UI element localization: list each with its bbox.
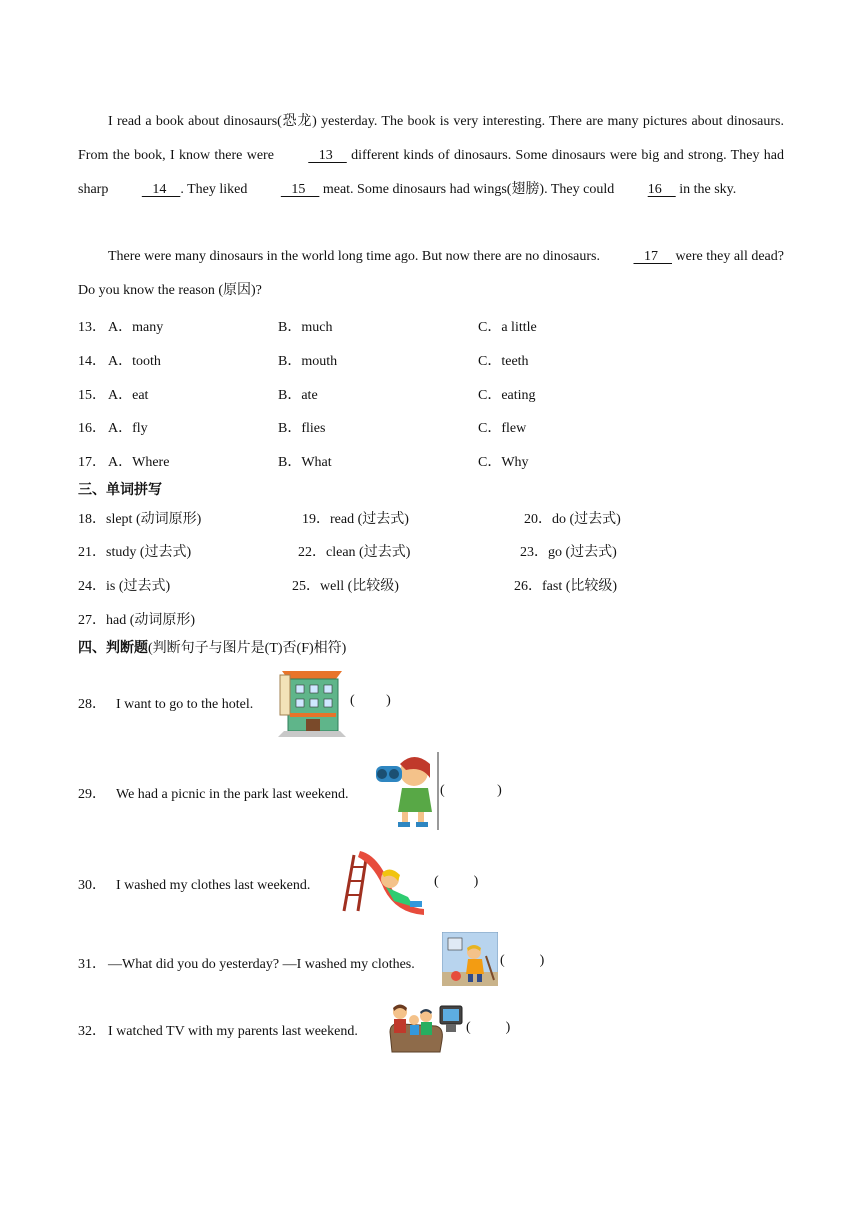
spelling-item-26: 26．fast (比较级) bbox=[514, 579, 618, 594]
option-c[interactable]: C．eating bbox=[478, 388, 536, 403]
spelling-item-18: 18．slept (动词原形) bbox=[78, 512, 202, 527]
passage-text: in the sky. bbox=[675, 182, 737, 197]
judge-question-28: 28． I want to go to the hotel. bbox=[78, 697, 254, 712]
passage-text: . They liked bbox=[180, 182, 251, 197]
option-b[interactable]: B．much bbox=[278, 320, 333, 335]
answer-paren-32[interactable]: ( ) bbox=[466, 1020, 511, 1035]
blank-14: 14 bbox=[141, 182, 181, 197]
blank-15: 15 bbox=[280, 182, 320, 197]
spelling-item-22: 22．clean (过去式) bbox=[298, 545, 411, 560]
spelling-item-27: 27．had (动词原形) bbox=[78, 613, 196, 628]
option-b[interactable]: B．ate bbox=[278, 388, 318, 403]
girl-on-slide-icon bbox=[338, 845, 426, 917]
option-c[interactable]: C．teeth bbox=[478, 354, 529, 369]
passage-text: I read a book about dinosaurs(恐龙) yesterday. The book is very interesting. There are many pictures about dinosaurs. From the book, I know there were bbox=[78, 114, 784, 163]
spelling-item-24: 24．is (过去式) bbox=[78, 579, 171, 594]
option-b[interactable]: B．flies bbox=[278, 421, 326, 436]
boy-cleaning-room-icon bbox=[442, 932, 498, 986]
passage-paragraph-2 bbox=[78, 240, 784, 308]
option-a[interactable]: A．tooth bbox=[108, 354, 161, 369]
hotel-building-icon bbox=[278, 665, 346, 737]
answer-paren-30[interactable]: ( ) bbox=[434, 874, 479, 889]
option-c[interactable]: C．a little bbox=[478, 320, 537, 335]
question-number: 16． bbox=[78, 421, 106, 436]
answer-paren-28[interactable]: ( ) bbox=[350, 693, 391, 708]
judge-question-29: 29． We had a picnic in the park last weekend. bbox=[78, 787, 349, 802]
spelling-item-20: 20．do (过去式) bbox=[524, 512, 621, 527]
section-title-spelling: 三、单词拼写 bbox=[78, 482, 162, 498]
spelling-item-21: 21．study (过去式) bbox=[78, 545, 192, 560]
answer-paren-29[interactable]: ( ) bbox=[440, 783, 502, 798]
option-b[interactable]: B．What bbox=[278, 455, 332, 470]
girl-with-binoculars-icon bbox=[372, 752, 440, 830]
judge-question-32: 32． I watched TV with my parents last weekend. bbox=[78, 1024, 358, 1039]
spelling-item-25: 25．well (比较级) bbox=[292, 579, 399, 594]
option-b[interactable]: B．mouth bbox=[278, 354, 338, 369]
option-c[interactable]: C．Why bbox=[478, 455, 529, 470]
option-a[interactable]: A．eat bbox=[108, 388, 149, 403]
question-number: 17． bbox=[78, 455, 106, 470]
answer-paren-31[interactable]: ( ) bbox=[500, 953, 545, 968]
section-title-judge: 四、判断题(判断句子与图片是(T)否(F)相符) bbox=[78, 640, 347, 656]
option-c[interactable]: C．flew bbox=[478, 421, 527, 436]
section-note: (判断句子与图片是(T)否(F)相符) bbox=[148, 641, 347, 656]
judge-question-30: 30． I washed my clothes last weekend. bbox=[78, 878, 311, 893]
family-watching-tv-icon bbox=[388, 998, 464, 1054]
option-a[interactable]: A．fly bbox=[108, 421, 148, 436]
passage-paragraph-1 bbox=[78, 105, 784, 207]
blank-13: 13 bbox=[308, 148, 347, 163]
passage-text: different kinds of dinosaurs. Some dinosaurs were big and strong. They had sharp bbox=[78, 148, 784, 197]
passage-text: were they all dead? Do you know the reason (原因)? bbox=[78, 249, 784, 298]
passage-text: meat. Some dinosaurs had wings(翅膀). They could bbox=[319, 182, 618, 197]
question-number: 14． bbox=[78, 354, 106, 369]
option-a[interactable]: A．Where bbox=[108, 455, 170, 470]
question-number: 13． bbox=[78, 320, 106, 335]
blank-17: 17 bbox=[633, 249, 672, 264]
spelling-item-19: 19．read (过去式) bbox=[302, 512, 409, 527]
blank-16: 16 bbox=[647, 182, 676, 197]
judge-question-31: 31． —What did you do yesterday? —I washed my clothes. bbox=[78, 957, 415, 972]
spelling-item-23: 23．go (过去式) bbox=[520, 545, 617, 560]
passage-text: There were many dinosaurs in the world long time ago. But now there are no dinosaurs. bbox=[108, 249, 604, 264]
option-a[interactable]: A．many bbox=[108, 320, 164, 335]
question-number: 15． bbox=[78, 388, 106, 403]
